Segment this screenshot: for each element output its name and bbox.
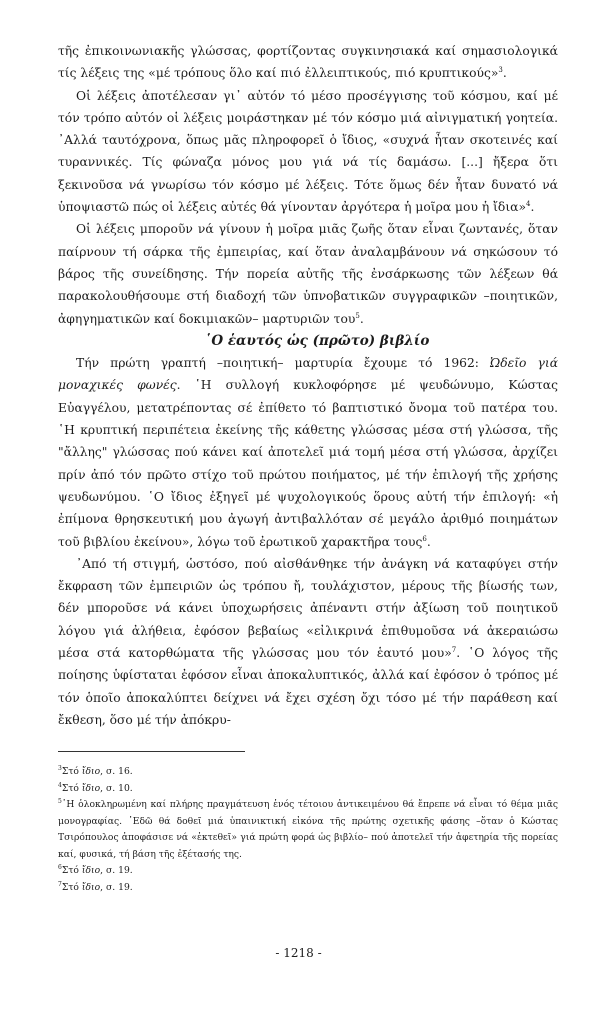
footnote-italic: ἴδιο xyxy=(81,766,101,777)
paragraph-3-text: Οἱ λέξεις μποροῦν νά γίνουν ἡ μοῖρα μιᾶς ζωῆς ὅταν εἶναι ζωντανές, ὅταν παίρνουν τή σάρκα τῆς ἐμπειρίας, καί ὅταν ἀναλαμβάνουν νά σηκώσουν τό βάρος τῆς συνείδησης. Τήν πορεία αὐτῆς τῆς ἐνσάρκωσης τῶν λέξεων θά παρακολουθήσουμε στή διαδοχή τῶν ὑπνοβατικῶν συγγραφικῶν –ποιητικῶν, ἀφηγηματικῶν καί δοκιμιακῶν– μαρτυριῶν του xyxy=(58,222,558,326)
paragraph-4: Τήν πρώτη γραπτή –ποιητική– μαρτυρία ἔχουμε τό 1962: Ὠδεῖο γιά μοναχικές φωνές. ῾Η συλλογή κυκλοφόρησε μέ ψευδώνυμο, Κώστας Εὐαγγέλου, μετατρέποντας σέ ἐπίθετο τό βαπτιστικό ὄνομα τοῦ πατέρα του. ῾Η κρυπτική περιπέτεια ἐκείνης τῆς κάθετης γλώσσας μέσα στή γλώσσα, τῆς "ἄλλης" γλώσσας πού κάνει καί ἀποτελεῖ μιά τομή μέσα στή γλώσσα, ἀρχίζει πρίν ἀπό τόν πρῶτο στίχο τοῦ πρώτου ποιήματος, μέ τήν ἐπιλογή τῆς χρήσης ψευδωνύμου. ῾Ο ἴδιος ἐξηγεῖ μέ ψυχολογικούς ὅρους αὐτή τήν ἐπιλογή: «ἡ ἐπίμονα θρησκευτική μου ἀγωγή ἀντιβαλλόταν σέ μεγάλο ἀριθμό ποιημάτων τοῦ βιβλίου ἐκείνου», λόγω τοῦ ἐρωτικοῦ χαρακτῆρα τους$^6$. xyxy=(58,356,559,549)
paragraph-4-text-cont: . ῾Η συλλογή κυκλοφόρησε μέ ψευδώνυμο, Κώστας Εὐαγγέλου, μετατρέποντας σέ ἐπίθετο τό βαπτιστικό ὄνομα τοῦ πατέρα του. ῾Η κρυπτική περιπέτεια ἐκείνης τῆς κάθετης γλώσσας μέσα στή γλώσσα, τῆς "ἄλλης" γλώσσας πού κάνει καί ἀποτελεῖ μιά τομή μέσα στή γλώσσα, ἀρχίζει πρίν ἀπό τόν πρῶτο στίχο τοῦ πρώτου ποιήματος, μέ τήν ἐπιλογή τῆς χρήσης ψευδωνύμου. ῾Ο ἴδιος ἐξηγεῖ μέ ψυχολογικούς ὅρους αὐτή τήν ἐπιλογή: «ἡ ἐπίμονα θρησκευτική μου ἀγωγή ἀντιβαλλόταν σέ μεγάλο ἀριθμό ποιημάτων τοῦ βιβλίου ἐκείνου», λόγω τοῦ ἐρωτικοῦ χαρακτῆρα τους xyxy=(58,378,558,549)
main-text xyxy=(58,40,558,731)
footnote-text-cont: , σ. 19. xyxy=(100,881,133,893)
paragraph-2-text: Οἱ λέξεις ἀποτέλεσαν γι᾽ αὐτόν τό μέσο προσέγγισης τοῦ κόσμου, καί μέ τόν τρόπο αὐτόν οἱ λέξεις μοιράστηκαν μέ τόν κόσμο μιά αἰνιγματική γοητεία. ᾽Αλλά ταυτόχρονα, ὅπως μᾶς πληροφορεῖ ὁ ἴδιος, «συχνά ἦταν σκοτεινές καί τυραννικές. Τίς φώναζα μόνος μου γιά νά τίς δαμάσω. [...] ἤξερα ὅτι ξεκινοῦσα νά γνωρίσω τόν κόσμο μέ λέξεις. Τότε ὅμως δέν ἦταν δυνατό νά ὑποψιαστῶ πώς οἱ λέξεις αὐτές θά γίνονταν ἀργότερα ἡ μοῖρα μου ἡ ἴδια» xyxy=(58,88,558,215)
footnote-text: Στό xyxy=(61,782,82,794)
paragraph-5 xyxy=(58,553,558,731)
footnote-text-cont: , σ. 10. xyxy=(100,782,133,794)
footnote-text-cont: , σ. 19. xyxy=(100,865,133,876)
footnote xyxy=(58,797,558,863)
footnote-italic: ἴδιο xyxy=(81,865,101,876)
footnote-number: 3 xyxy=(58,764,62,772)
footnote-ref: 5 xyxy=(355,311,360,320)
footnote-ref: 4 xyxy=(525,199,531,208)
footnote-text: Στό xyxy=(61,865,82,876)
footnote-italic: ἴδιο xyxy=(81,881,101,893)
footnote-number: 7 xyxy=(58,880,62,888)
footnote-italic: ἴδιο xyxy=(81,782,101,794)
paragraph-5-text-cont: . ῾Ο λόγος τῆς ποίησης ὑφίσταται ἐφόσον εἶναι ἀποκαλυπτικός, ἀλλά καί ἐφόσον ὁ τρόπος μέ τόν ὁποῖο ἀποκαλύπτει δείχνει νά ἔχει σχέση ὄχι τόσο μέ τήν παράθεση καί ἔκθεση, ὅσο μέ τήν ἀπόκρυ- xyxy=(58,646,559,727)
paragraph-2: Οἱ λέξεις ἀποτέλεσαν γι᾽ αὐτόν τό μέσο προσέγγισης τοῦ κόσμου, καί μέ τόν τρόπο αὐτόν οἱ λέξεις μοιράστηκαν μέ τόν κόσμο μιά αἰνιγματική γοητεία. ᾽Αλλά ταυτόχρονα, ὅπως μᾶς πληροφορεῖ ὁ ἴδιος, «συχνά ἦταν σκοτεινές καί τυραννικές. Τίς φώναζα μόνος μου γιά νά τίς δαμάσω. [...] ἤξερα ὅτι ξεκινοῦσα νά γνωρίσω τόν κόσμο μέ λέξεις. Τότε ὅμως δέν ἦταν δυνατό νά ὑποψιαστῶ πώς οἱ λέξεις αὐτές θά γίνονταν ἀργότερα ἡ μοῖρα μου ἡ ἴδια»$^4$. xyxy=(58,88,558,215)
section-heading: ῾Ο ἑαυτός ὡς (πρῶτο) βιβλίο xyxy=(204,332,430,349)
paragraph-1: τῆς ἐπικοινωνιακῆς γλώσσας, φορτίζοντας συγκινησιακά καί σημασιολογικά τίς λέξεις της «μέ τρόπους ὅλο καί πιό ἐλλειπτικούς, πιό κρυπτικούς»$^3$. xyxy=(58,44,558,81)
footnote-ref: 6 xyxy=(422,534,427,543)
footnote-ref: 3 xyxy=(498,66,503,75)
footnote xyxy=(58,863,558,880)
paragraph-1-text: τῆς ἐπικοινωνιακῆς γλώσσας, φορτίζοντας συγκινησιακά καί σημασιολογικά τίς λέξεις της «μέ τρόπους ὅλο καί πιό ἐλλειπτικούς, πιό κρυπτικούς» xyxy=(58,44,558,81)
footnote xyxy=(58,781,558,798)
footnote-divider xyxy=(58,751,245,752)
footnote-text: Στό xyxy=(61,766,82,777)
footnotes xyxy=(58,764,558,896)
footnote-text-cont: , σ. 16. xyxy=(100,766,133,777)
footnote-text: ῾Η ὁλοκληρωμένη καί πλήρης πραγμάτευση ἑνός τέτοιου ἀντικειμένου θά ἔπρεπε νά εἶναι τό θέμα μιᾶς μονογραφίας. ᾽Εδῶ θά δοθεῖ μιά ὑπαινικτική εἰκόνα τῆς πρώτης σχετικῆς φάσης –ὅταν ὁ Κώστας Τσιρόπουλος ἀποφάσισε νά «ἐκτεθεῖ» γιά πρώτη φορά ὡς βιβλίο– πού ἀποτελεῖ τήν ἀφετηρία τῆς πορείας καί, φυσικά, τή βάση τῆς ἐξέτασής της. xyxy=(58,799,558,860)
footnote xyxy=(58,764,558,781)
book-title: Ὠδεῖο γιά μοναχικές φωνές xyxy=(58,356,559,393)
footnote-number: 5 xyxy=(58,797,62,805)
footnote xyxy=(58,880,558,897)
paragraph-3: Οἱ λέξεις μποροῦν νά γίνουν ἡ μοῖρα μιᾶς ζωῆς ὅταν εἶναι ζωντανές, ὅταν παίρνουν τή σάρκα τῆς ἐμπειρίας, καί ὅταν ἀναλαμβάνουν νά σηκώσουν τό βάρος τῆς συνείδησης. Τήν πορεία αὐτῆς τῆς ἐνσάρκωσης τῶν λέξεων θά παρακολουθήσουμε στή διαδοχή τῶν ὑπνοβατικῶν συγγραφικῶν –ποιητικῶν, ἀφηγηματικῶν καί δοκιμιακῶν– μαρτυριῶν του$^5$. xyxy=(58,222,558,326)
footnote-text: Στό xyxy=(61,881,82,893)
paragraph-5-text: ᾽Από τή στιγμή, ὡστόσο, πού αἰσθάνθηκε τήν ἀνάγκη νά καταφύγει στήν ἔκφραση τῶν ἐμπειριῶν ὡς τρόπου ἤ, τουλάχιστον, μέρους τῆς βίωσής των, δέν μποροῦσε νά κάνει ὑποχωρήσεις ἀπέναντι στήν ἀξίωση τοῦ ποιητικοῦ λόγου γιά ἀλήθεια, ἐφόσον βεβαίως «εἰλικρινά ἐπιθυμοῦσα νά ἀκεραιώσω μέσα στά κατορθώματα τῆς γλώσσας μου τόν ἑαυτό μου» xyxy=(58,556,558,661)
page-number: - 1218 - xyxy=(275,946,322,960)
paragraph-4-text: Τήν πρώτη γραπτή –ποιητική– μαρτυρία ἔχουμε τό 1962: xyxy=(76,356,491,371)
footnote-number: 6 xyxy=(58,863,62,871)
footnote-number: 4 xyxy=(58,781,62,789)
footnote-ref: 7 xyxy=(451,645,457,654)
